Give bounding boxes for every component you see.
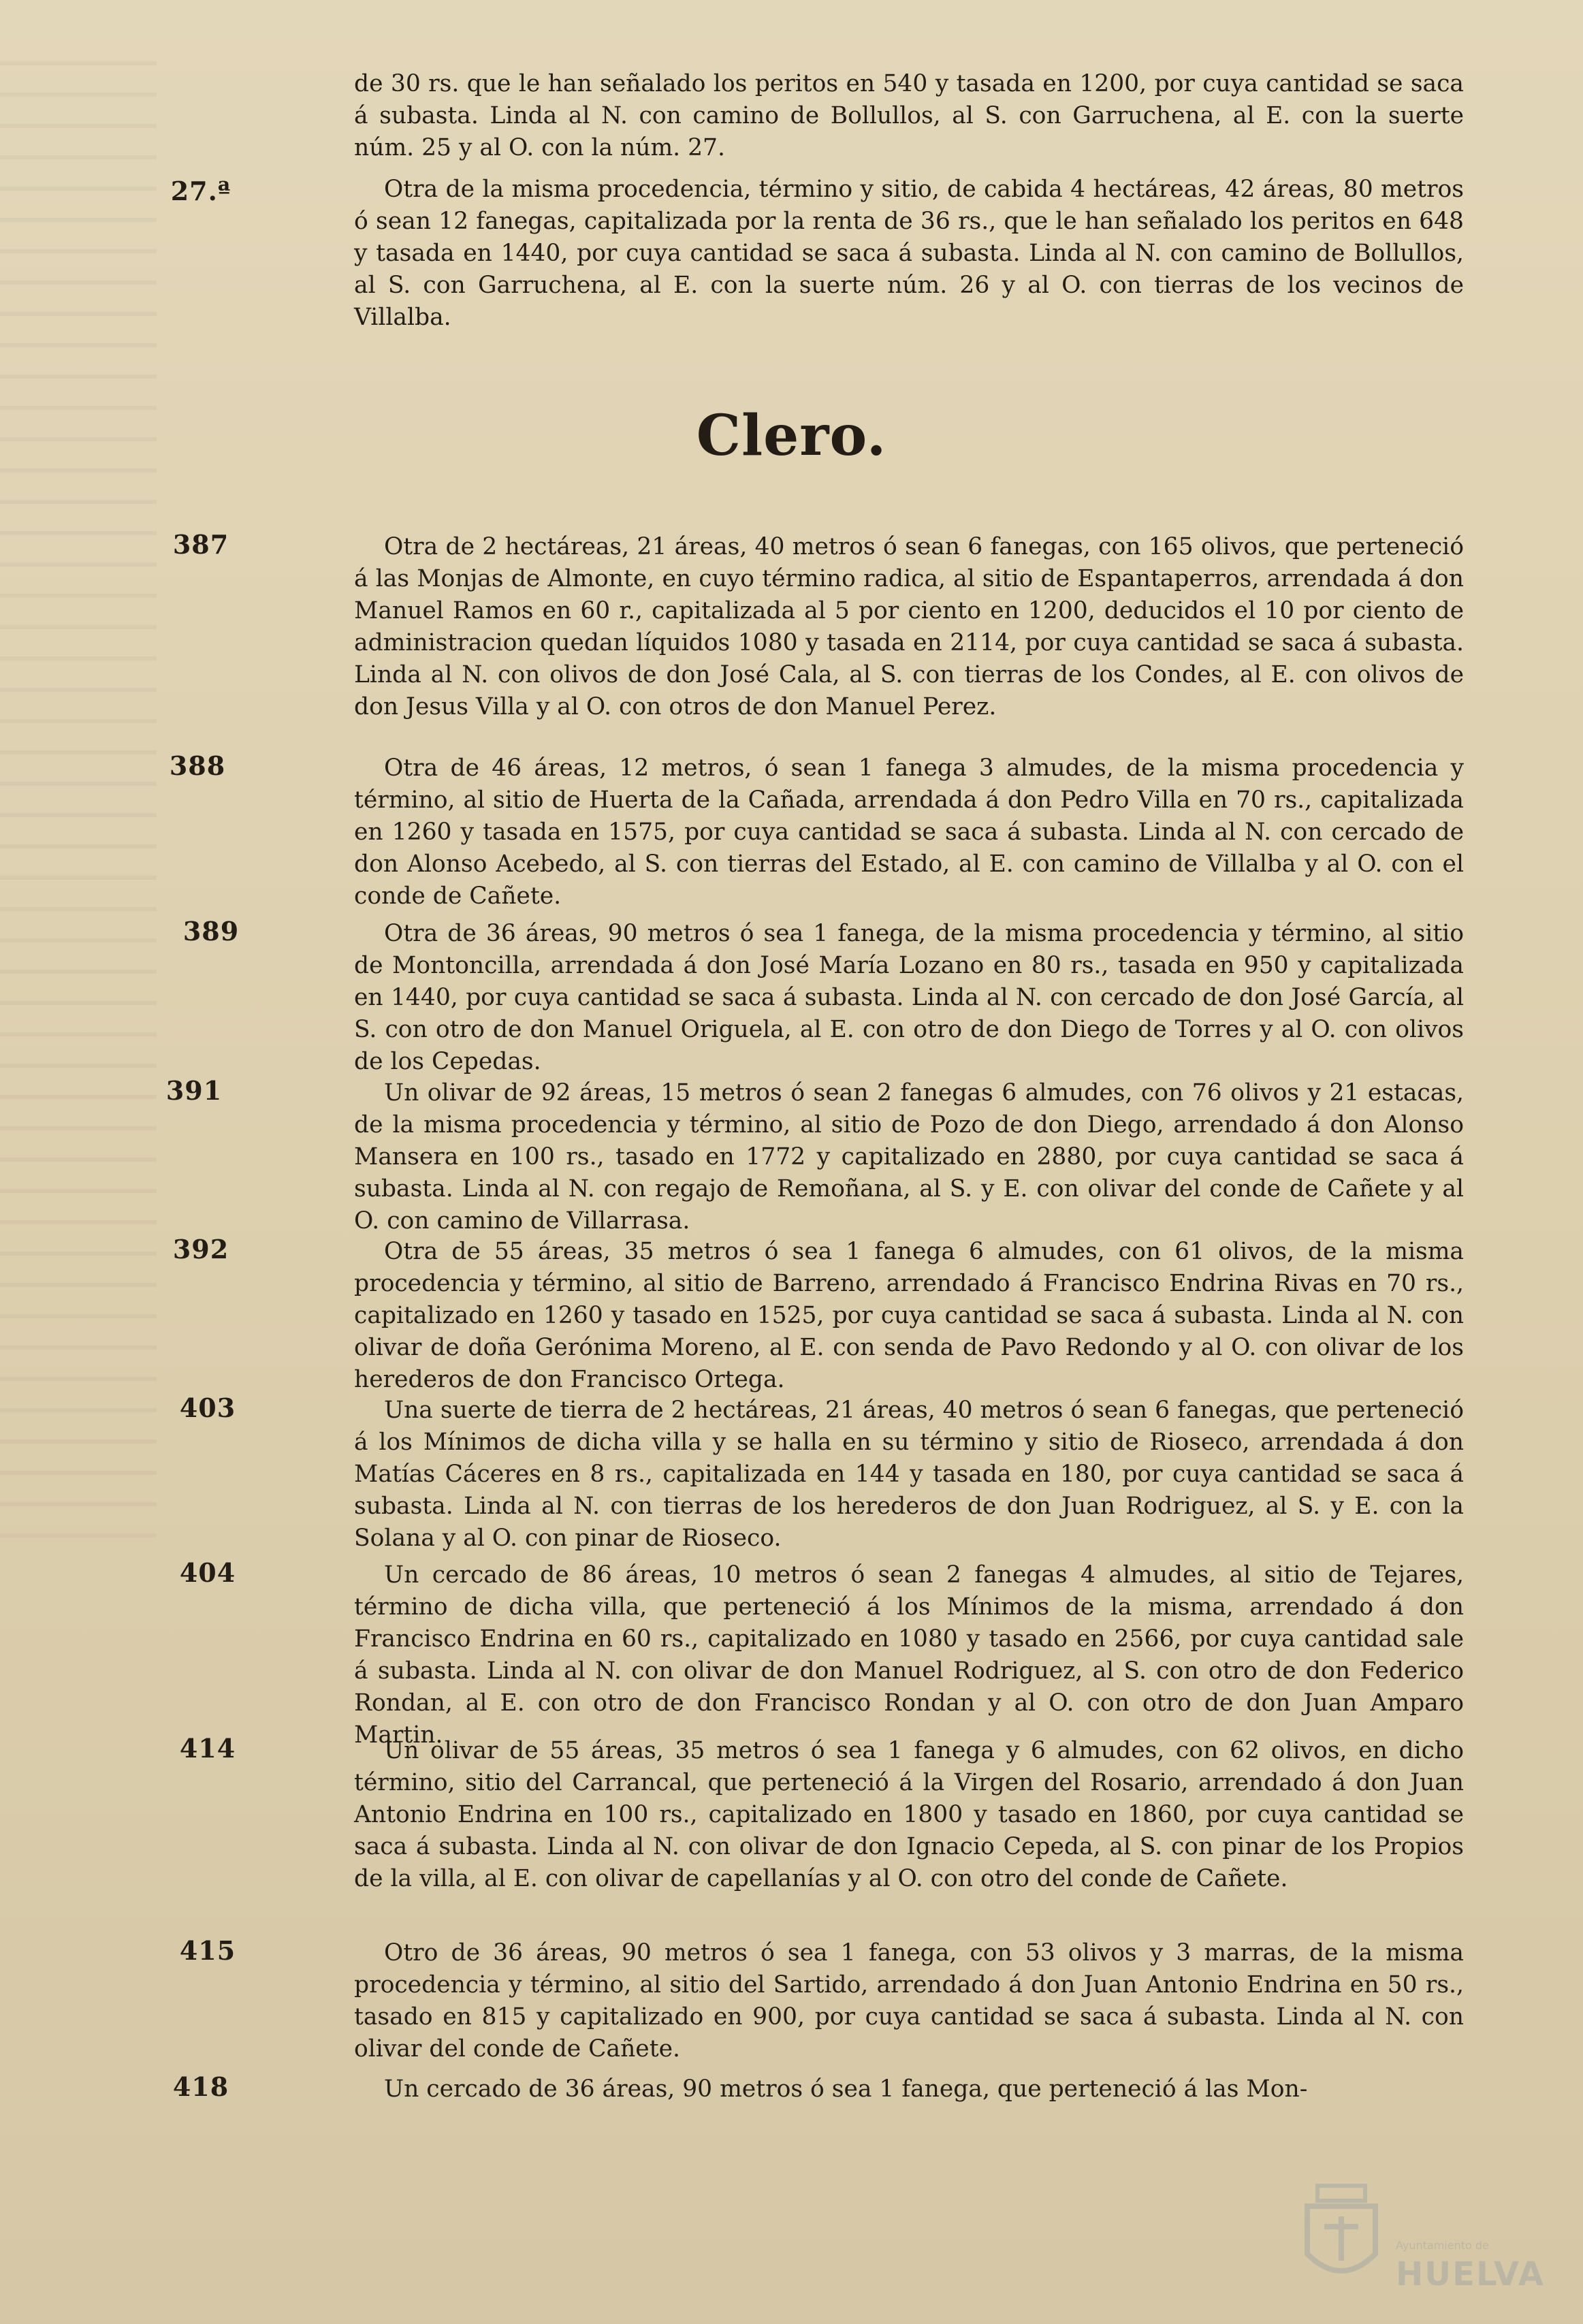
- entry-number: 418: [172, 2071, 229, 2102]
- entry-number: 404: [179, 1557, 236, 1588]
- entry-text: Un cercado de 86 áreas, 10 metros ó sean 2 fanegas 4 almudes, al sitio de Tejares, término de dicha villa, que perteneció á los Mínimos de la misma, arrendado á don Francisco Endrina en 60 rs., capitalizado en 1080 y tasado en 2566, por cuya cantidad sale á subasta. Linda al N. con olivar de don Manuel Rodriguez, al S. con otro de don Federico Rondan, al E. con otro de don Francisco Rondan y al O. con otro de don Juan Amparo Martin.: [354, 1561, 1464, 1749]
- seal-label: HUELVA: [1396, 2255, 1545, 2293]
- seal-sublabel: Ayuntamiento de: [1396, 2239, 1489, 2252]
- entry-number: 415: [179, 1935, 236, 1966]
- entry-text: de 30 rs. que le han señalado los peritos en 540 y tasada en 1200, por cuya cantidad se saca á subasta. Linda al N. con camino de Bollullos, al S. con Garruchena, al E. con la suerte núm. 25 y al O. con la núm. 27.: [354, 70, 1464, 161]
- bleed-through-shadow: [0, 61, 157, 1559]
- entry-text: Otra de 46 áreas, 12 metros, ó sean 1 fanega 3 almudes, de la misma procedencia y término, al sitio de Huerta de la Cañada, arrendada á don Pedro Villa en 70 rs., capitalizada en 1260 y tasada en 1575, por cuya cantidad se saca á subasta. Linda al N. con cercado de don Alonso Acebedo, al S. con tierras del Estado, al E. con camino de Villalba y al O. con el conde de Cañete.: [354, 754, 1464, 910]
- entry-number: 387: [172, 529, 229, 560]
- entry-number: 414: [179, 1733, 236, 1764]
- entry-text: Un olivar de 92 áreas, 15 metros ó sean 2 fanegas 6 almudes, con 76 olivos y 21 estacas, de la misma procedencia y término, al sitio de Pozo de don Diego, arrendado á don Alonso Mansera en 100 rs., tasado en 1772 y capitalizado en 2880, por cuya cantidad se saca á subasta. Linda al N. con regajo de Remoñana, al S. y E. con olivar del conde de Cañete y al O. con camino de Villarrasa.: [354, 1079, 1464, 1235]
- entry-number: 388: [169, 750, 226, 781]
- coat-of-arms-icon: [1294, 2179, 1389, 2295]
- entry-text: Otro de 36 áreas, 90 metros ó sea 1 fanega, con 53 olivos y 3 marras, de la misma procedencia y término, al sitio del Sartido, arrendado á don Juan Antonio Endrina en 50 rs., tasado en 815 y capitalizado en 900, por cuya cantidad se saca á subasta. Linda al N. con olivar del conde de Cañete.: [354, 1939, 1464, 2063]
- entry-number: 403: [179, 1392, 236, 1423]
- entry-number: 391: [165, 1075, 223, 1106]
- huelva-watermark-seal: [1294, 2179, 1545, 2302]
- entry-text: Otra de la misma procedencia, término y sitio, de cabida 4 hectáreas, 42 áreas, 80 metros ó sean 12 fanegas, capitalizada por la renta de 36 rs., que le han señalado los peritos en 648 y tasada en 1440, por cuya cantidad se saca á subasta. Linda al N. con camino de Bollullos, al S. con Garruchena, al E. con la suerte núm. 26 y al O. con tierras de los vecinos de Villalba.: [354, 176, 1464, 331]
- entry-text: Otra de 2 hectáreas, 21 áreas, 40 metros ó sean 6 fanegas, con 165 olivos, que perteneció á las Monjas de Almonte, en cuyo término radica, al sitio de Espantaperros, arrendada á don Manuel Ramos en 60 r., capitalizada al 5 por ciento en 1200, deducidos el 10 por ciento de administracion quedan líquidos 1080 y tasada en 2114, por cuya cantidad se saca á subasta. Linda al N. con olivos de don José Cala, al S. con tierras de los Condes, al E. con olivos de don Jesus Villa y al O. con otros de don Manuel Perez.: [354, 533, 1464, 720]
- entry-text: Otra de 36 áreas, 90 metros ó sea 1 fanega, de la misma procedencia y término, al sitio de Montoncilla, arrendada á don José María Lozano en 80 rs., tasada en 950 y capitalizada en 1440, por cuya cantidad se saca á subasta. Linda al N. con cercado de don José García, al S. con otro de don Manuel Origuela, al E. con otro de don Diego de Torres y al O. con olivos de los Cepedas.: [354, 920, 1464, 1075]
- entry-text: Otra de 55 áreas, 35 metros ó sea 1 fanega 6 almudes, con 61 olivos, de la misma procedencia y término, al sitio de Barreno, arrendado á Francisco Endrina Rivas en 70 rs., capitalizado en 1260 y tasado en 1525, por cuya cantidad se saca á subasta. Linda al N. con olivar de doña Gerónima Moreno, al E. con senda de Pavo Redondo y al O. con olivar de los herederos de don Francisco Ortega.: [354, 1238, 1464, 1393]
- section-heading: Clero.: [696, 403, 887, 468]
- entry-number: 389: [182, 916, 240, 946]
- entry-number: 27.ª: [170, 176, 231, 206]
- entry-number: 392: [172, 1234, 229, 1264]
- entry-text: Un olivar de 55 áreas, 35 metros ó sea 1 fanega y 6 almudes, con 62 olivos, en dicho término, sitio del Carrancal, que perteneció á la Virgen del Rosario, arrendado á don Juan Antonio Endrina en 100 rs., capitalizado en 1800 y tasado en 1860, por cuya cantidad se saca á subasta. Linda al N. con olivar de don Ignacio Cepeda, al S. con pinar de los Propios de la villa, al E. con olivar de capellanías y al O. con otro del conde de Cañete.: [354, 1737, 1464, 1892]
- entry-text: Un cercado de 36 áreas, 90 metros ó sea 1 fanega, que perteneció á las Mon-: [384, 2075, 1308, 2103]
- entry-text: Una suerte de tierra de 2 hectáreas, 21 áreas, 40 metros ó sean 6 fanegas, que perteneció á los Mínimos de dicha villa y se halla en su término y sitio de Rioseco, arrendada á don Matías Cáceres en 8 rs., capitalizada en 144 y tasada en 180, por cuya cantidad se saca á subasta. Linda al N. con tierras de los herederos de don Juan Rodriguez, al S. y E. con la Solana y al O. con pinar de Rioseco.: [354, 1397, 1464, 1552]
